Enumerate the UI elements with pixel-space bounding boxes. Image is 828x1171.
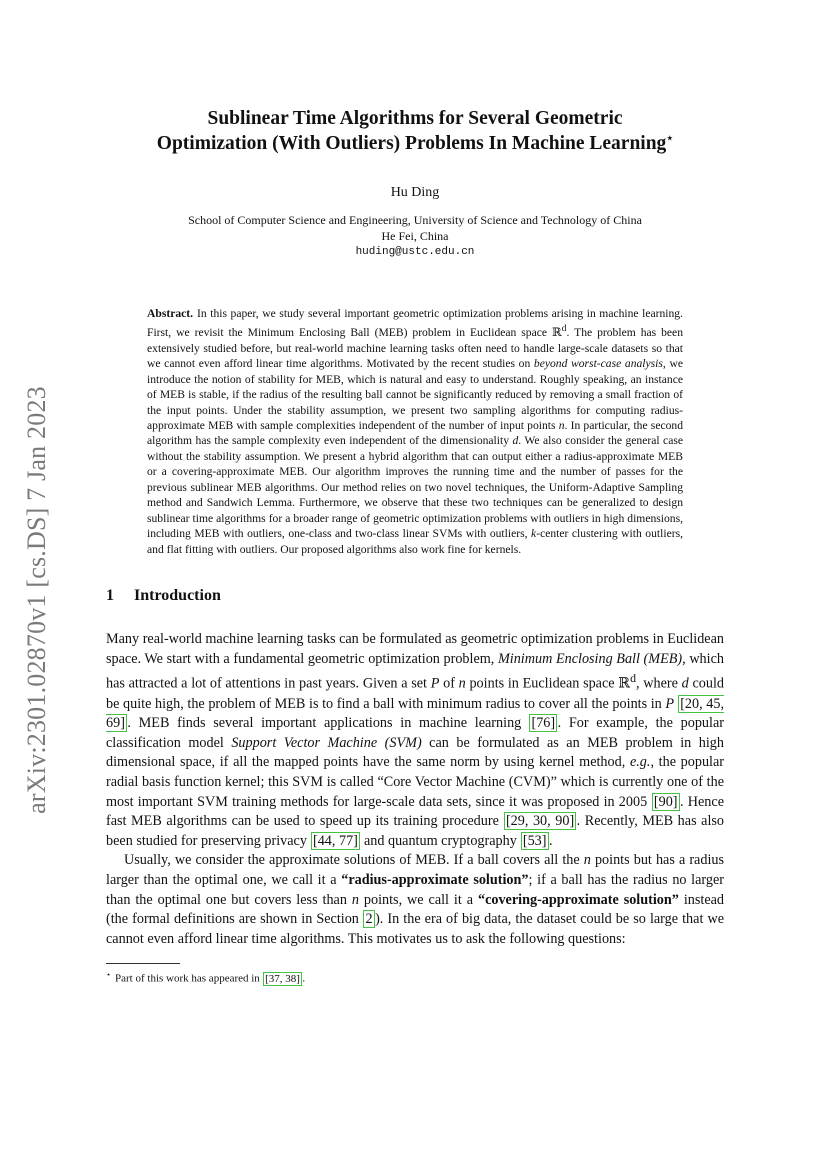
math-symbol: ℝ bbox=[552, 326, 562, 340]
author-email[interactable]: huding@ustc.edu.cn bbox=[355, 246, 475, 258]
affiliation bbox=[106, 212, 724, 244]
author-name: Hu Ding bbox=[390, 185, 440, 200]
math-exponent: d bbox=[561, 323, 567, 335]
title-line-2: Optimization (With Outliers) Problems In Machine Learning bbox=[156, 133, 667, 154]
citation-link[interactable]: [29, 30, 90] bbox=[505, 813, 575, 830]
citation-link[interactable]: [37, 38] bbox=[265, 973, 300, 985]
abstract-text: . The problem has been extensively studied before, but real-world machine learning tasks often need to handle large-scale datasets so that we cannot even afford linear time algorithms. Motivated by the recent studies on bbox=[147, 326, 683, 371]
citation-link[interactable]: [90] bbox=[653, 793, 678, 810]
citation-link[interactable]: [53] bbox=[522, 832, 547, 849]
footnote bbox=[106, 968, 724, 986]
title-line-1: Sublinear Time Algorithms for Several Geometric bbox=[207, 108, 623, 129]
citation-link[interactable]: [20, 45, 69] bbox=[106, 695, 724, 732]
footnote-text: Part of this work has appeared in bbox=[115, 973, 263, 985]
section-heading bbox=[106, 587, 724, 605]
paper-title bbox=[106, 106, 724, 156]
citation-link[interactable]: [44, 77] bbox=[312, 832, 358, 849]
footnote-rule bbox=[106, 963, 180, 964]
paper-page bbox=[106, 0, 724, 986]
section-title: Introduction bbox=[134, 587, 221, 605]
arxiv-stamp-text: arXiv:2301.02870v1 [cs.DS] 7 Jan 2023 bbox=[22, 386, 52, 814]
title-footnote-marker: ⋆ bbox=[666, 132, 674, 145]
affiliation-line-1: School of Computer Science and Engineering, University of Science and Technology of China bbox=[188, 213, 642, 227]
arxiv-stamp bbox=[16, 350, 58, 850]
abstract-text: In this paper, we study several important geometric optimization problems arising in machine learning. First, we revisit the Minimum Enclosing Ball (MEB) problem in Euclidean space bbox=[147, 307, 683, 340]
citation-link[interactable]: [76] bbox=[531, 715, 556, 732]
abstract-emphasis: beyond worst-case analysis bbox=[533, 357, 663, 371]
math-variable: n bbox=[558, 419, 565, 433]
intro-paragraph-1: Many real-world machine learning tasks can be formulated as geometric optimization problems in Euclidean space. We start with a fundamental geometric optimization problem, Minimum Enclosing Ball (MEB), which has attracted a lot of attentions in past years. Given a set P of n points in Euclidean space ℝ$^d$, where d could be quite high, the problem of MEB is to find a ball with minimum radius to cover all the points in P [20, 45, 69] . MEB finds several important applications in machine learning [76] . For example, the popular classification model Support Vector Machine (SVM) can be formulated as an MEB problem in high dimensional space, if all the mapped points have the same norm by using kernel method, e.g., the popular radial basis function kernel; this SVM is called “Core Vector Machine (CVM)” which is currently one of the most important SVM training methods for large-scale data sets, since it was proposed in 2005 [90] . Hence fast MEB algorithms can be used to speed up its training procedure [29, 30, 90] . Recently, MEB has also been studied for preserving privacy [44, 77] and quantum cryptography [53] . bbox=[106, 631, 725, 849]
affiliation-line-2: He Fei, China bbox=[381, 229, 449, 243]
intro-paragraph-2: Usually, we consider the approximate solutions of MEB. If a ball covers all the n points but has a radius larger than the optimal one, we call it a “radius-approximate solution”; if a ball has the radius no larger than the optimal one but covers less than n points, we call it a “covering-approximate solution” instead (the formal definitions are shown in Section 2 ). In the era of big data, the dataset could be so large that we cannot even afford linear time algorithms. This motivates us to ask the following questions: bbox=[106, 852, 725, 947]
math-variable: k bbox=[531, 527, 537, 541]
footnote-text: . bbox=[302, 973, 306, 985]
abstract-label: Abstract. bbox=[147, 307, 194, 320]
footnote-marker: ⋆ bbox=[106, 970, 112, 980]
abstract-text: . In particular, the second algorithm has the sample complexity even independent of the dimensionality bbox=[147, 419, 683, 448]
abstract-text: -center clustering with outliers, and flat fitting with outliers. Our proposed algorithms also work fine for kernels. bbox=[147, 527, 683, 556]
section-reference-link[interactable]: 2 bbox=[365, 911, 373, 928]
math-variable: d bbox=[512, 434, 519, 448]
section-number: 1 bbox=[106, 587, 114, 605]
abstract-text: . We also consider the general case without the stability assumption. We present a hybrid algorithm that can output either a radius-approximate MEB or a covering-approximate MEB. Our algorithm improves the running time and the number of passes for the previous sublinear MEB algorithms. Our method relies on two novel techniques, the Uniform-Adaptive Sampling method and Sandwich Lemma. Furthermore, we observe that these two techniques can be generalized to design sublinear time algorithms for a broader range of geometric optimization problems with outliers in high dimensions, including MEB with outliers, one-class and two-class linear SVMs with outliers, bbox=[147, 434, 684, 541]
abstract bbox=[147, 306, 683, 557]
abstract-text: , we introduce the notion of stability for MEB, which is natural and easy to understand. Roughly speaking, an instance of MEB is stable, if the radius of the resulting ball cannot be significantly reduced by removing a small fraction of the input points. Under the stability assumption, we present two sampling algorithms for computing radius-approximate MEB with sample complexities independent of the number of input points bbox=[147, 357, 683, 433]
